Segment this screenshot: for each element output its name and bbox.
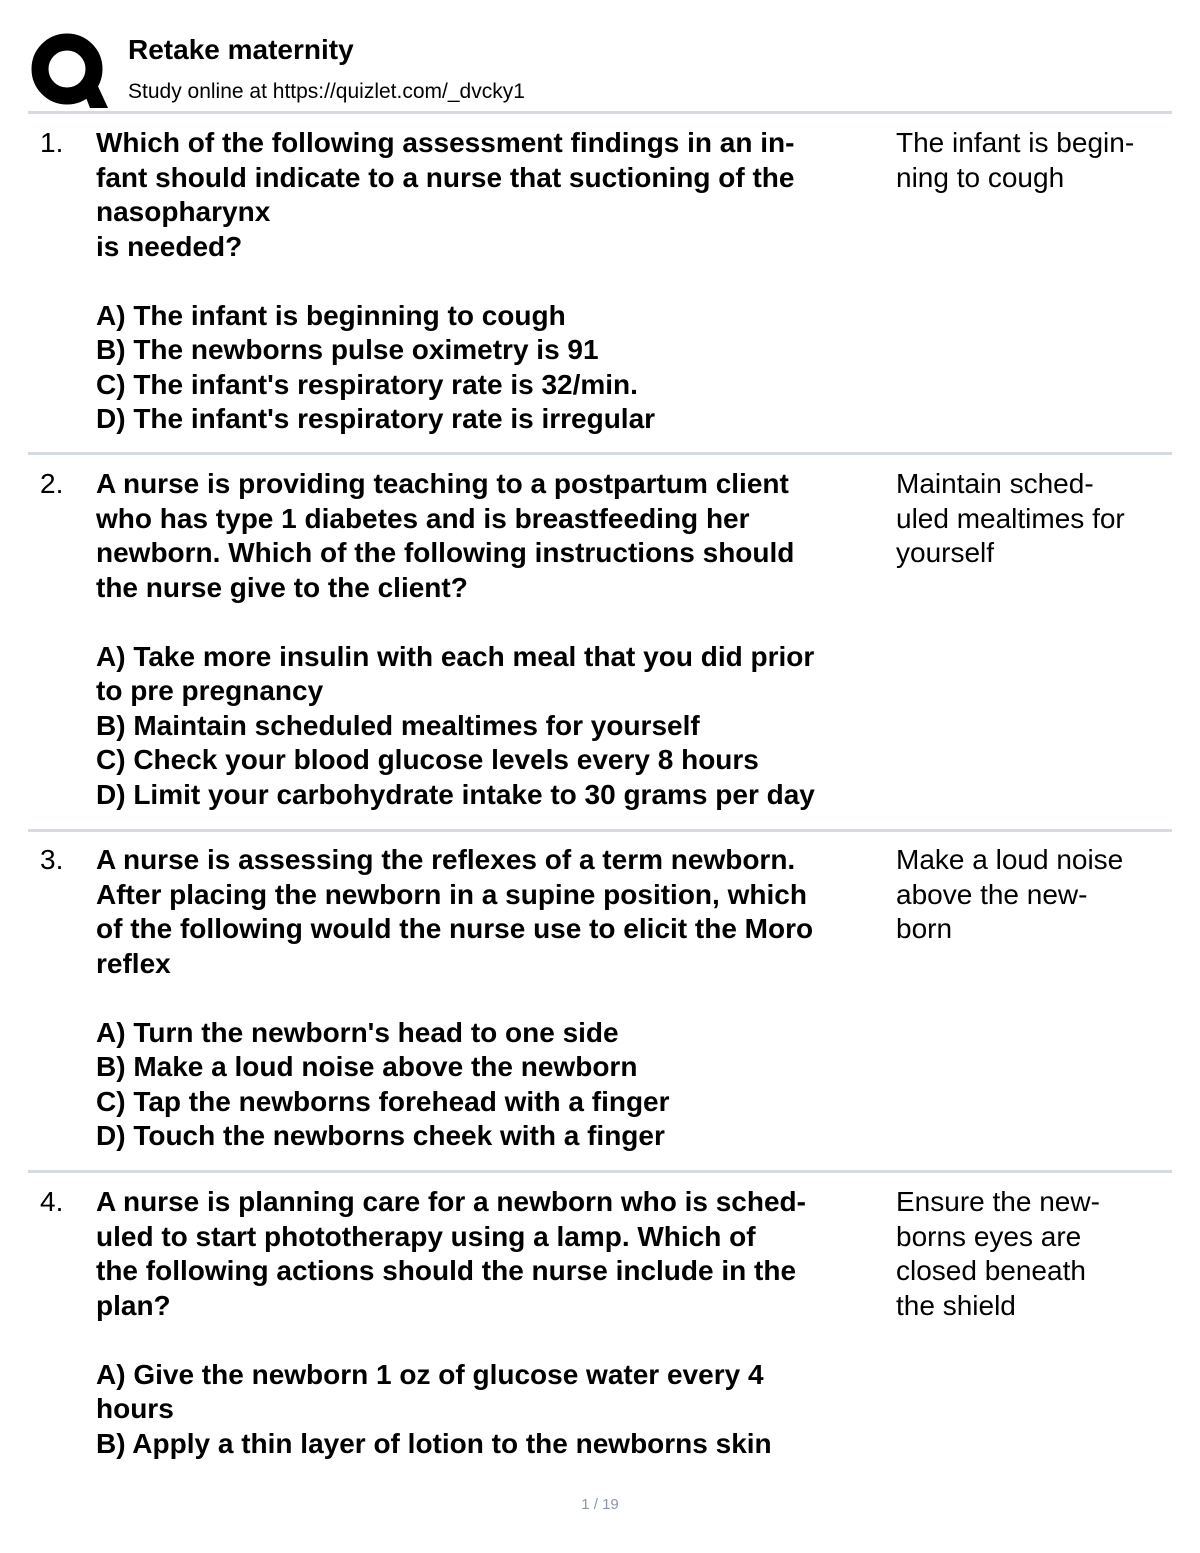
option-line: B) Make a loud noise above the newborn — [96, 1051, 638, 1082]
question-line: reflex — [96, 947, 171, 979]
question-line: uled to start phototherapy using a lamp. Which of — [96, 1220, 756, 1252]
option-line: B) Apply a thin layer of lotion to the newborns skin — [96, 1427, 772, 1459]
page-header — [30, 28, 1172, 112]
page-subtitle: Study online at https://quizlet.com/_dvcky1 — [128, 80, 525, 103]
spacer — [96, 264, 896, 299]
option-line: C) The infant's respiratory rate is 32/min. — [96, 368, 638, 400]
option-line: to pre pregnancy — [96, 675, 324, 706]
question-line: newborn. Which of the following instructions should — [96, 537, 795, 568]
question-text — [96, 467, 896, 812]
question-line: nasopharynx — [96, 196, 271, 227]
option-line: B) Maintain scheduled mealtimes for yourself — [96, 709, 700, 741]
page-title: Retake maternity — [128, 34, 354, 65]
divider — [28, 452, 1172, 455]
option-line: D) The infant's respiratory rate is irregular — [96, 403, 656, 434]
divider — [28, 829, 1172, 832]
question-line: is needed? — [96, 230, 243, 262]
answer-line: yourself — [896, 537, 995, 568]
question-line: of the following would the nurse use to elicit the Moro — [96, 913, 814, 944]
answer-line: above the new- — [896, 878, 1088, 910]
card-number: 3. — [40, 844, 64, 875]
option-line: hours — [96, 1393, 174, 1424]
quizlet-logo-icon — [30, 30, 110, 110]
answer-line: closed beneath — [896, 1255, 1086, 1286]
answer-text — [896, 467, 1168, 571]
card-number: 2. — [40, 468, 64, 499]
spacer — [96, 605, 896, 640]
divider — [28, 1170, 1172, 1173]
answer-line: the shield — [896, 1289, 1016, 1321]
question-text — [96, 843, 896, 1154]
answer-line: ning to cough — [896, 161, 1065, 193]
question-line: A nurse is providing teaching to a postpartum client — [96, 468, 789, 499]
option-line: C) Tap the newborns forehead with a finger — [96, 1085, 670, 1117]
spacer — [96, 1323, 896, 1358]
question-line: who has type 1 diabetes and is breastfeeding her — [96, 502, 750, 534]
answer-line: born — [896, 913, 953, 944]
divider — [28, 111, 1172, 114]
question-line: A nurse is assessing the reflexes of a term newborn. — [96, 844, 796, 875]
option-line: A) The infant is beginning to cough — [96, 299, 566, 331]
answer-line: uled mealtimes for — [896, 502, 1125, 534]
question-text — [96, 126, 896, 437]
question-text — [96, 1185, 896, 1461]
option-line: A) Turn the newborn's head to one side — [96, 1016, 619, 1048]
option-line: D) Touch the newborns cheek with a finger — [96, 1120, 665, 1151]
question-line: Which of the following assessment findings in an in- — [96, 127, 795, 158]
question-line: the following actions should the nurse include in the — [96, 1255, 797, 1286]
option-line: A) Give the newborn 1 oz of glucose water every 4 — [96, 1358, 764, 1390]
answer-line: Make a loud noise — [896, 844, 1124, 875]
option-line: B) The newborns pulse oximetry is 91 — [96, 334, 599, 365]
option-line: A) Take more insulin with each meal that you did prior — [96, 640, 815, 672]
option-line: D) Limit your carbohydrate intake to 30 grams per day — [96, 778, 815, 810]
answer-line: borns eyes are — [896, 1220, 1082, 1252]
question-line: fant should indicate to a nurse that suctioning of the — [96, 161, 795, 193]
answer-text — [896, 126, 1168, 195]
question-line: plan? — [96, 1289, 171, 1321]
answer-line: Maintain sched- — [896, 468, 1094, 499]
question-line: A nurse is planning care for a newborn who is sched- — [96, 1186, 806, 1217]
option-line: C) Check your blood glucose levels every 8 hours — [96, 744, 759, 775]
answer-line: The infant is begin- — [896, 127, 1135, 158]
answer-line: Ensure the new- — [896, 1186, 1100, 1217]
page-indicator: 1 / 19 — [581, 1496, 619, 1513]
card-number: 1. — [40, 127, 64, 158]
answer-text — [896, 1185, 1168, 1323]
answer-text — [896, 843, 1168, 947]
question-line: the nurse give to the client? — [96, 571, 468, 603]
card-number: 4. — [40, 1186, 64, 1217]
spacer — [96, 981, 896, 1016]
question-line: After placing the newborn in a supine position, which — [96, 878, 807, 910]
